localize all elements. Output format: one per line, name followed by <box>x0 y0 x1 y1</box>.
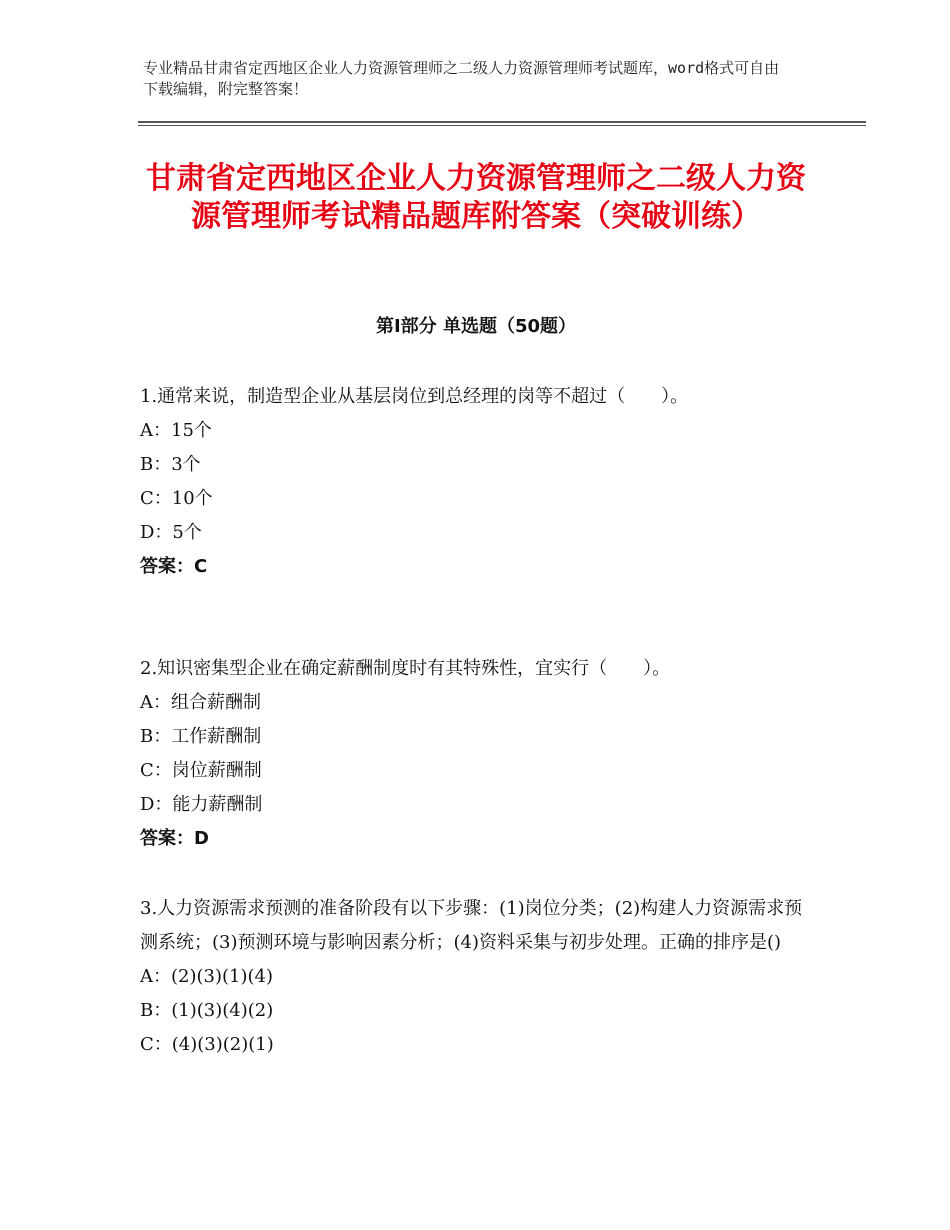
answer: 答案：C <box>140 556 208 577</box>
option-b: B：工作薪酬制 <box>140 726 262 747</box>
option-c: C：(4)(3)(2)(1) <box>140 1034 274 1055</box>
option-a: A：(2)(3)(1)(4) <box>140 966 273 987</box>
option-a: A：组合薪酬制 <box>140 692 261 713</box>
question-2 <box>140 652 820 856</box>
option-b: B：3个 <box>140 454 201 475</box>
option-b: B：(1)(3)(4)(2) <box>140 1000 274 1021</box>
option-d: D：能力薪酬制 <box>140 794 263 815</box>
question-1 <box>140 380 820 584</box>
option-c: C：岗位薪酬制 <box>140 760 262 781</box>
question-3 <box>140 892 820 1062</box>
section-title: 第Ⅰ部分 单选题（50题） <box>375 316 576 337</box>
option-c: C：10个 <box>140 488 213 509</box>
question-stem: 3.人力资源需求预测的准备阶段有以下步骤：(1)岗位分类；(2)构建人力资源需求预测系统；(3)预测环境与影响因素分析；(4)资料采集与初步处理。正确的排序是() <box>140 898 803 953</box>
question-stem: 1.通常来说，制造型企业从基层岗位到总经理的岗等不超过（ ）。 <box>140 386 689 407</box>
question-stem: 2.知识密集型企业在确定薪酬制度时有其特殊性，宜实行（ ）。 <box>140 658 671 679</box>
header-divider-thin <box>138 125 866 126</box>
option-d: D：5个 <box>140 522 202 543</box>
option-a: A：15个 <box>140 420 212 441</box>
document-title: 甘肃省定西地区企业人力资源管理师之二级人力资源管理师考试精品题库附答案（突破训练） <box>146 161 806 234</box>
header-divider <box>138 121 866 123</box>
header-note: 专业精品甘肃省定西地区企业人力资源管理师之二级人力资源管理师考试题库，word格式可自由下载编辑，附完整答案！ <box>143 59 780 98</box>
answer: 答案：D <box>140 828 209 849</box>
